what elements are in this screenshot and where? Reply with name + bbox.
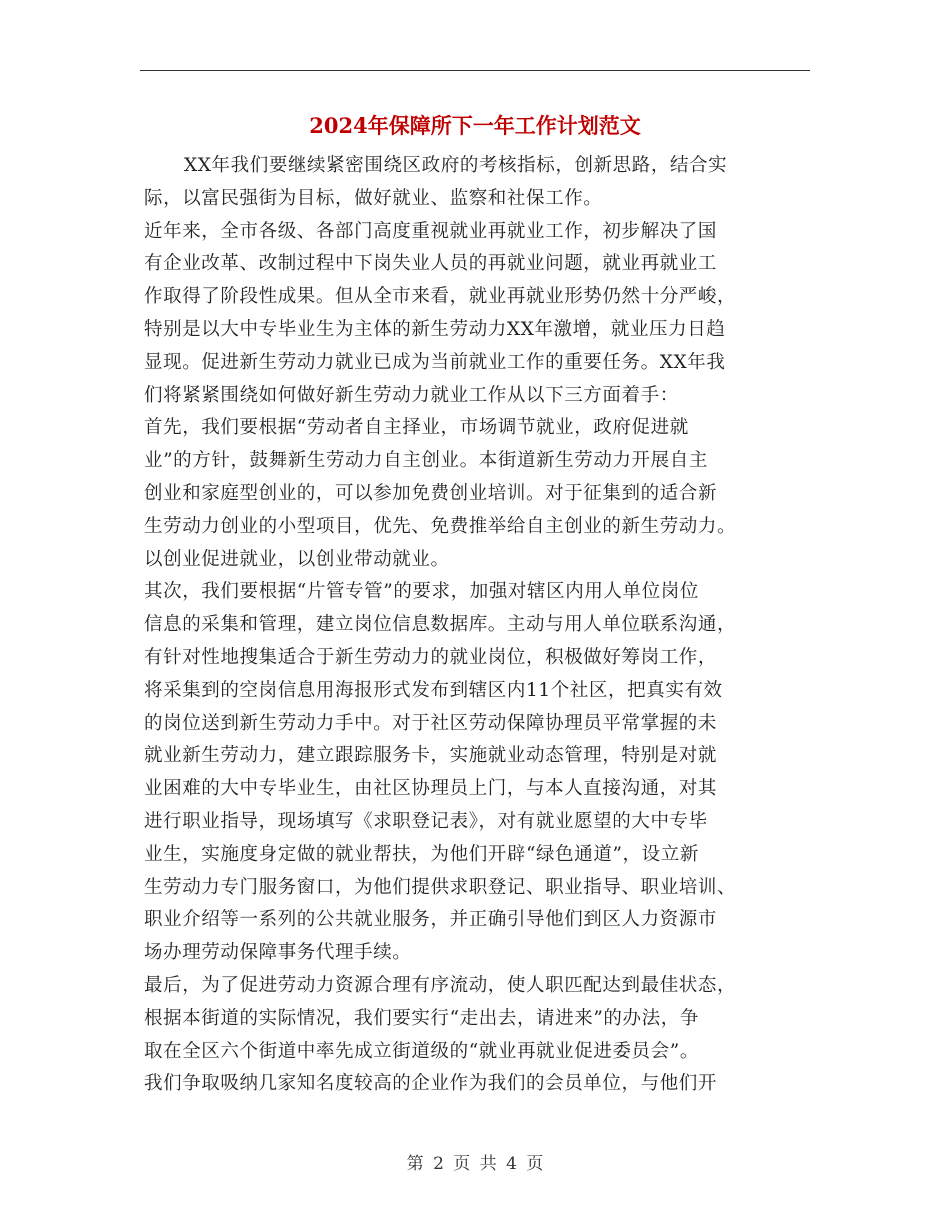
body-line: 职业介绍等一系列的公共就业服务，并正确引导他们到区人力资源市 — [144, 909, 718, 931]
body-line: XX年我们要继续紧密围绕区政府的考核指标，创新思路，结合实 — [184, 155, 728, 176]
body-line: 取在全区六个街道中率先成立街道级的“就业再就业促进委员会”。 — [144, 1040, 699, 1062]
body-line: 创业和家庭型创业的，可以参加免费创业培训。对于征集到的适合新 — [144, 482, 718, 504]
body-line: 际，以富民强街为目标，做好就业、监察和社保工作。 — [144, 187, 603, 209]
body-line: 场办理劳动保障事务代理手续。 — [144, 942, 412, 964]
body-line: 根据本街道的实际情况，我们要实行“走出去，请进来”的办法，争 — [144, 1007, 699, 1029]
document-body — [144, 150, 812, 1101]
body-line: 我们争取吸纳几家知名度较高的企业作为我们的会员单位，与他们开 — [144, 1073, 718, 1095]
body-line: 有针对性地搜集适合于新生劳动力的就业岗位，积极做好筹岗工作， — [144, 646, 718, 668]
body-line: 进行职业指导，现场填写《求职登记表》，对有就业愿望的大中专毕 — [144, 810, 708, 832]
body-line: 近年来，全市各级、各部门高度重视就业再就业工作，初步解决了国 — [144, 220, 718, 242]
header-rule — [140, 70, 810, 71]
body-line: 业生，实施度身定做的就业帮扶，为他们开辟“绿色通道”，设立新 — [144, 843, 699, 865]
body-line: 显现。促进新生劳动力就业已成为当前就业工作的重要任务。XX年我 — [144, 351, 726, 373]
body-line: 将采集到的空岗信息用海报形式发布到辖区内11个社区，把真实有效 — [144, 679, 723, 701]
body-line: 生劳动力创业的小型项目，优先、免费推举给自主创业的新生劳动力。 — [144, 515, 737, 537]
body-line: 特别是以大中专毕业生为主体的新生劳动力XX年激增，就业压力日趋 — [144, 318, 726, 340]
body-line: 就业新生劳动力，建立跟踪服务卡，实施就业动态管理，特别是对就 — [144, 745, 718, 767]
body-line: 信息的采集和管理，建立岗位信息数据库。主动与用人单位联系沟通， — [144, 614, 737, 636]
body-line: 有企业改革、改制过程中下岗失业人员的再就业问题，就业再就业工 — [144, 253, 718, 275]
page-footer: 第 2 页 共 4 页 — [406, 1154, 544, 1174]
body-line: 们将紧紧围绕如何做好新生劳动力就业工作从以下三方面着手： — [144, 384, 679, 406]
body-line: 的岗位送到新生劳动力手中。对于社区劳动保障协理员平常掌握的未 — [144, 712, 718, 734]
body-line: 以创业促进就业，以创业带动就业。 — [144, 548, 450, 570]
document-title: 2024年保障所下一年工作计划范文 — [309, 113, 641, 138]
body-line: 首先，我们要根据“劳动者自主择业，市场调节就业，政府促进就 — [144, 417, 689, 439]
body-line: 业”的方针，鼓舞新生劳动力自主创业。本街道新生劳动力开展自主 — [144, 450, 708, 472]
body-line: 生劳动力专门服务窗口，为他们提供求职登记、职业指导、职业培训、 — [144, 876, 737, 898]
body-line: 作取得了阶段性成果。但从全市来看，就业再就业形势仍然十分严峻， — [144, 286, 737, 308]
body-line: 其次，我们要根据“片管专管”的要求，加强对辖区内用人单位岗位 — [144, 581, 699, 603]
body-line: 业困难的大中专毕业生，由社区协理员上门，与本人直接沟通，对其 — [144, 778, 718, 800]
body-line: 最后，为了促进劳动力资源合理有序流动，使人职匹配达到最佳状态， — [144, 974, 737, 996]
